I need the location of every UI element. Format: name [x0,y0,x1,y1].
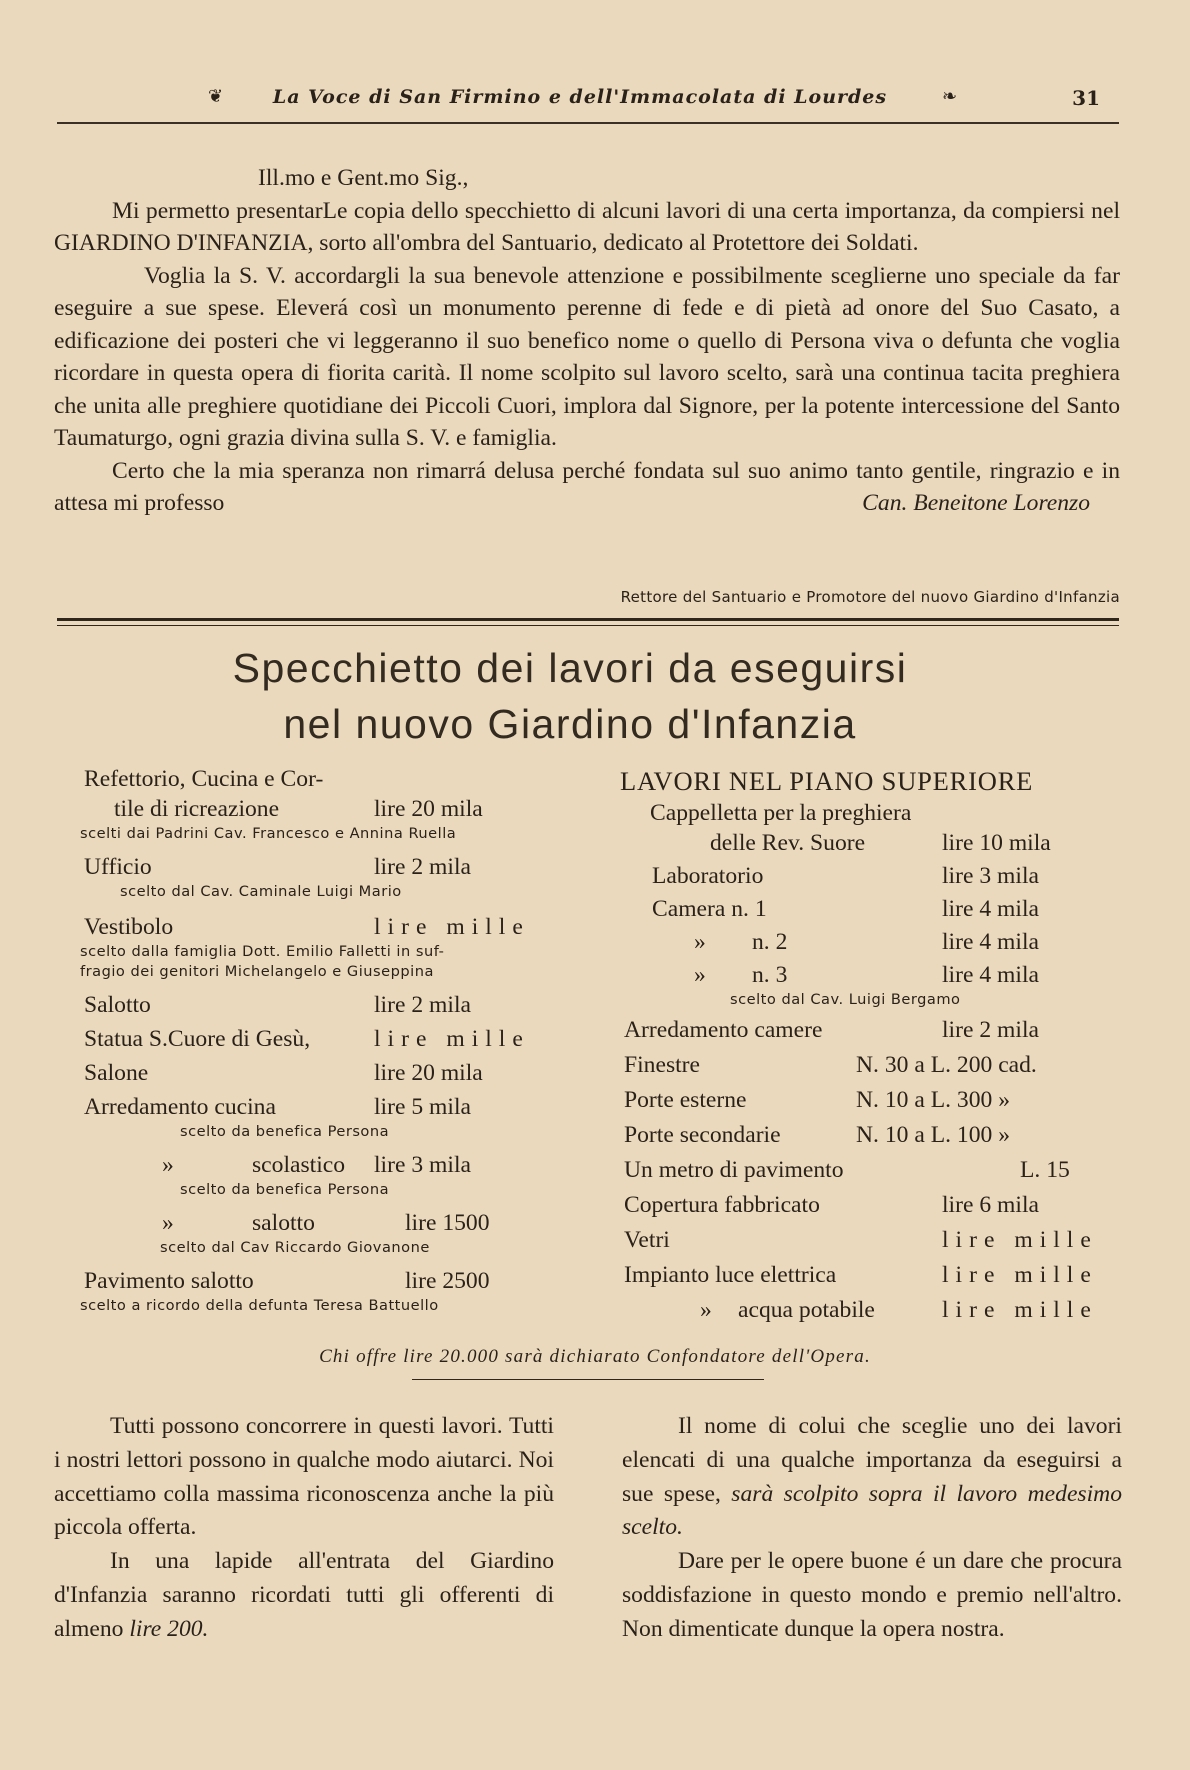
item-label: Finestre [624,1052,701,1078]
item-price: N. 10 a L. 300 » [856,1087,1010,1113]
list-item [620,1260,1120,1290]
item-price: lire 20 mila [374,796,483,822]
item-price: lire 2500 [405,1268,490,1294]
page-number: 31 [1072,86,1100,110]
item-label: Statua S.Cuore di Gesù, [84,1026,311,1052]
list-item [620,1015,1120,1045]
list-item [620,960,1120,990]
list-item [620,1155,1120,1185]
list-item [80,794,540,824]
item-label: scolastico [252,1152,346,1178]
item-label: Salotto [84,992,151,1018]
bottom-left-column [54,1410,554,1647]
item-label: delle Rev. Suore [710,830,866,856]
item-price: L. 15 [1020,1157,1070,1183]
item-price: lire 4 mila [942,929,1039,955]
ornament-right-icon: ❧ [942,86,958,106]
letter-signature: Can. Beneitone Lorenzo [862,490,1090,516]
bottom-right-paragraph-1-text: Il nome di colui che sceglie uno dei lavori elencati di una qualche importanza da eseguirsi a sue spese, [622,1413,1122,1507]
item-label: Un metro di pavimento [624,1157,844,1183]
item-label: Pavimento salotto [84,1268,254,1294]
item-price: lire mille [942,1262,1098,1288]
letter [54,162,1120,520]
donor-note: scelto da benefica Persona [180,1181,390,1198]
item-price: lire 2 mila [942,1017,1039,1043]
item-price: lire 5 mila [374,1094,471,1120]
upper-floor-heading: LAVORI NEL PIANO SUPERIORE [620,766,1034,796]
bottom-right-paragraph-2: Dare per le opere buone é un dare che procura soddisfazione in questo mondo e premio nell'altro. Non dimenticate dunque la opera nostra. [622,1548,1122,1642]
list-item [620,1190,1120,1220]
item-label: Vetri [624,1227,670,1253]
item-price: lire 2 mila [374,992,471,1018]
ditto-mark: » [694,929,706,955]
item-price: lire 4 mila [942,896,1039,922]
item-label: Copertura fabbricato [624,1192,820,1218]
item-price: lire 3 mila [374,1152,471,1178]
item-price: lire mille [374,1026,530,1052]
letter-paragraph-2: Voglia la S. V. accordargli la sua benevole attenzione e possibilmente sceglierne uno speciale da far eseguire a sue spese. Eleverá così un monumento perenne di fede e di pietà ad onore del Suo Casato, a edificazione dei posteri che vi leggeranno il suo benefico nome o quello di Persona viva o defunta che voglia ricordare in questa opera di fiorita carità. Il nome scolpito sul lavoro scelto, sarà una continua tacita preghiera che unita alle preghiere quotidiane dei Piccoli Cuori, implora dal Signore, per la potente intercessione del Santo Taumaturgo, ogni grazia divina sulla S. V. e famiglia. [54,262,1120,451]
item-price: lire 3 mila [942,863,1039,889]
item-label: n. 2 [752,929,788,955]
item-price: lire 20 mila [374,1060,483,1086]
item-label: Impianto luce elettrica [624,1262,837,1288]
donor-note: scelto dal Cav Riccardo Giovanone [160,1239,430,1256]
item-price: lire mille [374,914,530,940]
list-item [80,912,540,942]
list-item [80,1208,540,1238]
donor-note: scelto a ricordo della defunta Teresa Battuello [80,1297,439,1314]
list-item [80,1092,540,1122]
section-divider [412,1379,764,1380]
donor-note: fragio dei genitori Michelangelo e Giuseppina [80,963,434,980]
list-item [80,990,540,1020]
letter-closing-text: Certo che la mia speranza non rimarrá delusa perché fondata sul suo animo tanto gentile, ringrazio e in attesa mi professo [54,457,1120,516]
item-label: Porte esterne [624,1087,747,1113]
bottom-left-paragraph-1: Tutti possono concorrere in questi lavori. Tutti i nostri lettori possono in qualche modo aiutarci. Noi accettiamo colla massima riconoscenza anche la più piccola offerta. [54,1413,554,1541]
item-label: tile di ricreazione [114,796,280,822]
list-item [620,1225,1120,1255]
item-price: lire 4 mila [942,962,1039,988]
ditto-mark: » [700,1297,712,1323]
item-label: Laboratorio [652,863,764,889]
item-label: Cappelletta per la preghiera [650,800,912,826]
list-item [80,852,540,882]
item-label: Ufficio [84,854,152,880]
bottom-left-paragraph-2-text: In una lapide all'entrata del Giardino d'Infanzia saranno ricordati tutti gli offerenti di almeno [54,1548,554,1642]
item-label: Camera n. 1 [652,896,767,922]
list-item [620,798,1120,828]
donor-note: scelto da benefica Persona [180,1123,390,1140]
running-header [200,86,1120,120]
item-label: Porte secondarie [624,1122,781,1148]
item-price: lire 2 mila [374,854,471,880]
header-rule [57,122,1119,124]
title-line-1: Specchietto dei lavori da eseguirsi [232,645,908,691]
list-item [620,894,1120,924]
list-item [620,1050,1120,1080]
item-label: Arredamento camere [624,1017,823,1043]
list-item [80,1058,540,1088]
item-price: N. 10 a L. 100 » [856,1122,1010,1148]
list-item [620,1295,1120,1325]
donor-note: scelto dal Cav. Caminale Luigi Mario [120,883,402,900]
donor-note: scelti dai Padrini Cav. Francesco e Annina Ruella [80,825,457,842]
publication-title: La Voce di San Firmino e dell'Immacolata di Lourdes [272,86,888,108]
list-item [620,861,1120,891]
item-label: Refettorio, Cucina e Cor- [84,766,324,792]
list-item [80,1024,540,1054]
double-rule [57,618,1119,626]
item-price: lire 6 mila [942,1192,1039,1218]
minimum-offer: lire 200. [129,1615,209,1642]
works-list-upper-floor [620,764,1120,1325]
letter-paragraph-3 [54,455,1120,520]
item-price: lire 1500 [405,1210,490,1236]
ditto-mark: » [162,1210,174,1236]
bottom-right-column [622,1410,1122,1647]
cofounder-note: Chi offre lire 20.000 sarà dichiarato Confondatore dell'Opera. [319,1346,871,1367]
list-item [80,1266,540,1296]
item-price: lire mille [942,1297,1098,1323]
ditto-mark: » [162,1152,174,1178]
bottom-left-paragraph-2 [54,1545,554,1646]
signature-title: Rettore del Santuario e Promotore del nuovo Giardino d'Infanzia [620,588,1120,606]
ornament-left-icon: ❦ [208,86,224,106]
item-price: lire 10 mila [942,830,1051,856]
list-item [80,764,540,794]
list-item [80,1150,540,1180]
item-label: salotto [252,1210,315,1236]
list-item [620,1120,1120,1150]
title-line-2: nel nuovo Giardino d'Infanzia [283,701,857,747]
item-label: Vestibolo [84,914,174,940]
item-label: acqua potabile [738,1297,875,1323]
works-list-ground-floor [80,764,540,1316]
donor-note: scelto dalla famiglia Dott. Emilio Falletti in suf- [80,943,445,960]
list-item [620,1085,1120,1115]
engraving-note: sarà scolpito sopra il lavoro medesimo scelto. [622,1480,1122,1541]
item-price: N. 30 a L. 200 cad. [856,1052,1037,1078]
list-item [620,828,1120,858]
donor-note: scelto dal Cav. Luigi Bergamo [730,991,961,1008]
list-item [620,927,1120,957]
page-title [0,640,1140,752]
item-label: Salone [84,1060,149,1086]
letter-paragraph-1: Mi permetto presentarLe copia dello specchietto di alcuni lavori di una certa importanza, da compiersi nel GIARDINO D'INFANZIA, sorto all'ombra del Santuario, dedicato al Protettore dei Soldati. [54,197,1120,256]
ditto-mark: » [694,962,706,988]
item-label: n. 3 [752,962,788,988]
bottom-right-paragraph-1 [622,1410,1122,1545]
item-price: lire mille [942,1227,1098,1253]
item-label: Arredamento cucina [84,1094,276,1120]
letter-salutation: Ill.mo e Gent.mo Sig., [258,165,469,191]
